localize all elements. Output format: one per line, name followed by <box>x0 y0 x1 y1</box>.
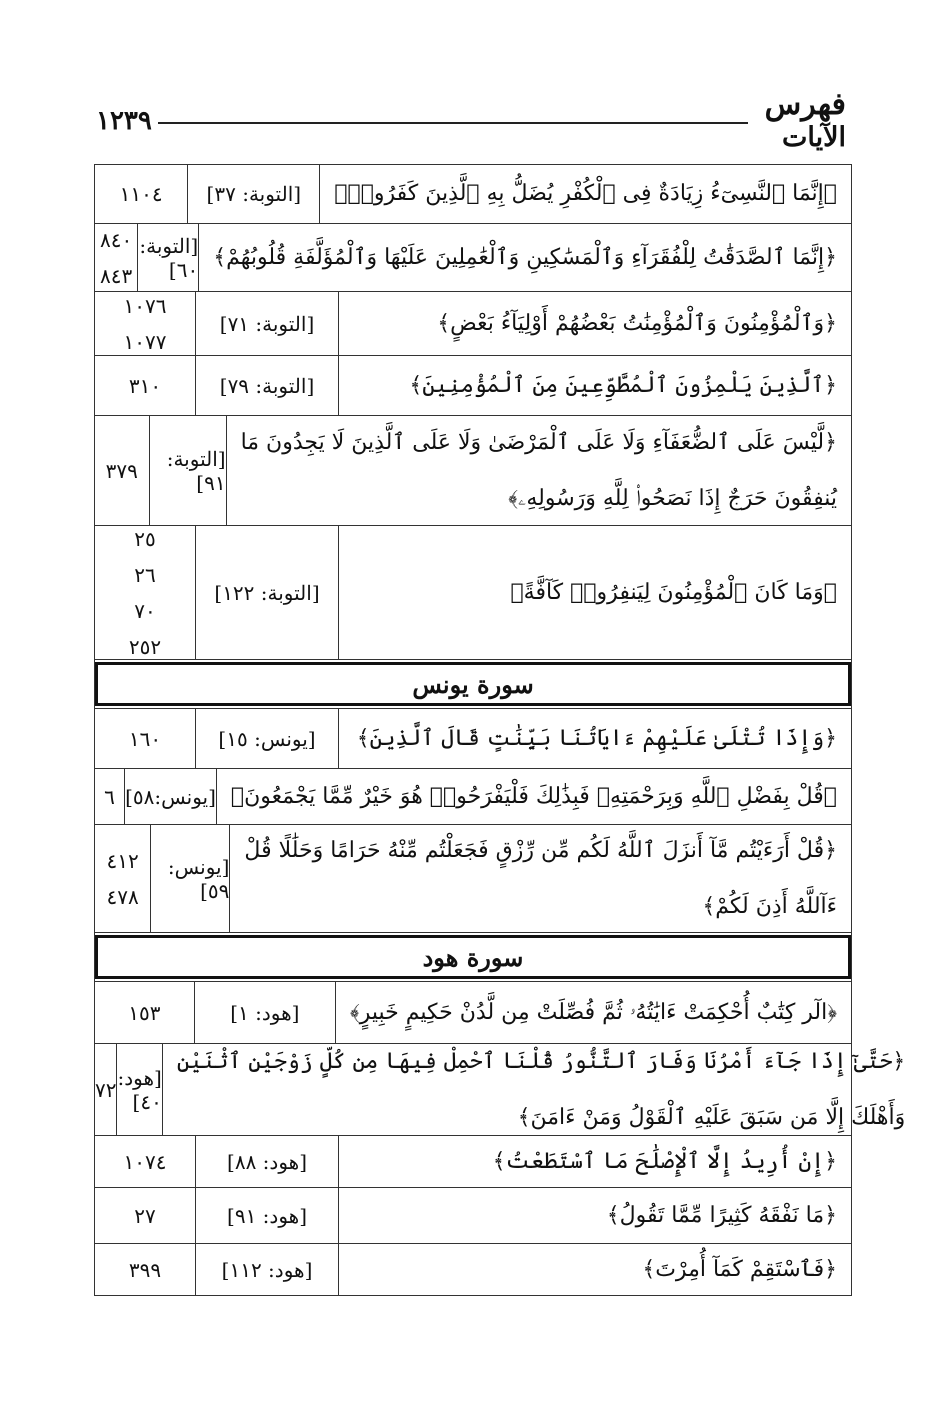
verse-reference: [هود: ١١٢] <box>196 1244 339 1295</box>
verse-line: يُنفِقُونَ حَرَجٌ إِذَا نَصَحُوا۟ لِلَّهِ وَرَسُولِهِۦ﴾ <box>508 485 837 511</box>
verse-text-cell <box>163 1044 919 1135</box>
surah-title: سورة يونس <box>95 662 851 706</box>
verse-row <box>95 291 851 355</box>
page-refs-cell <box>95 709 196 768</box>
page-ref: ٨٤٠ <box>100 227 133 252</box>
page-ref: ٣١٠ <box>128 373 162 398</box>
page-refs-cell <box>95 526 196 659</box>
verse-row <box>95 223 851 291</box>
page-ref: ٢٥ <box>134 526 156 551</box>
page-refs-cell <box>95 356 196 415</box>
verse-text-cell <box>339 526 851 659</box>
page-ref: ٧٢ <box>95 1077 117 1102</box>
index-subtitle: الآيات <box>781 122 846 153</box>
page-ref: ١٠٧٧ <box>123 329 167 354</box>
page-ref: ١٥٣ <box>128 1000 161 1025</box>
page-ref: ١٠٧٤ <box>123 1149 167 1174</box>
verse-row <box>95 768 851 824</box>
verse-reference: [يونس:٥٨] <box>125 769 217 824</box>
verse-line: ﴿وَمَا كَانَ ٱلْمُؤْمِنُونَ لِيَنفِرُوا۟ كَآفَّةً﴾ <box>510 579 837 605</box>
verse-reference: [يونس: ٥٩] <box>151 825 230 932</box>
verse-reference: [التوبة: ١٢٢] <box>196 526 339 659</box>
verse-reference: [يونس: ١٥] <box>196 709 339 768</box>
verse-line: ﴿مَا نَفْقَهُ كَثِيرًا مِّمَّا تَقُولُ﴾ <box>606 1202 837 1228</box>
page-ref: ٣٩٩ <box>128 1257 162 1282</box>
page-ref: ٤٧٨ <box>106 884 139 909</box>
surah-title: سورة هود <box>95 935 851 979</box>
page-ref: ٢٦ <box>134 562 156 587</box>
page-ref: ١٠٧٦ <box>123 293 167 318</box>
page-ref: ١١٠٤ <box>119 182 163 206</box>
verse-row <box>95 165 851 223</box>
verse-line: ﴿فَٱسْتَقِمْ كَمَآ أُمِرْتَ﴾ <box>642 1256 837 1282</box>
page-refs-cell <box>95 1044 117 1135</box>
verses-index-table <box>94 164 906 1296</box>
verse-line: ﴿وَٱلْمُؤْمِنُونَ وَٱلْمُؤْمِنَٰتُ بَعْضُهُمْ أَوْلِيَآءُ بَعْضٍ﴾ <box>437 310 837 336</box>
verse-text-cell <box>199 224 851 291</box>
verse-line: ﴿لَّيْسَ عَلَى ٱلضُّعَفَآءِ وَلَا عَلَى ٱلْمَرْضَىٰ وَلَا عَلَى ٱلَّذِينَ لَا يَجِدُونَ مَا <box>240 429 837 455</box>
page-refs-cell <box>95 1244 196 1295</box>
verse-line: ﴿قُلْ بِفَضْلِ ٱللَّهِ وَبِرَحْمَتِهِۦ فَبِذَٰلِكَ فَلْيَفْرَحُوا۟ هُوَ خَيْرٌ مِّمَّا يَجْمَعُونَ﴾ <box>230 783 837 809</box>
verse-line: ﴿وَإِذَا تُتْلَىٰ عَلَيْهِمْ ءَايَاتُنَا بَيِّنَٰتٍ قَالَ ٱلَّذِينَ﴾ <box>356 725 837 751</box>
verse-row <box>95 1043 906 1135</box>
page-number: ١٢٣٩ <box>96 106 152 136</box>
verse-text-cell <box>339 1136 851 1187</box>
page-refs-cell <box>95 825 151 932</box>
page-ref: ٢٧ <box>134 1203 156 1228</box>
page-refs-cell <box>95 1136 196 1187</box>
verse-text-cell <box>339 1244 851 1295</box>
page-ref: ٢٥٢ <box>128 634 162 659</box>
page-ref: ٤١٢ <box>106 848 139 873</box>
verse-line: ﴿ٱلَّذِينَ يَلْمِزُونَ ٱلْمُطَّوِّعِينَ مِنَ ٱلْمُؤْمِنِينَ﴾ <box>409 372 837 398</box>
page-ref: ٧٠ <box>134 598 156 623</box>
verse-reference: [التوبة: ٣٧] <box>188 165 320 223</box>
verse-text-cell <box>339 1188 851 1243</box>
verse-text-cell <box>339 292 851 355</box>
page-refs-cell <box>95 1188 196 1243</box>
page-ref: ٣٧٩ <box>105 458 138 483</box>
verse-row <box>95 415 851 525</box>
header-rule <box>158 122 748 124</box>
page-ref: ١٦٠ <box>128 726 162 751</box>
verse-text-cell <box>227 416 851 525</box>
page-refs-cell <box>95 224 138 291</box>
verse-line: وَأَهْلَكَ إِلَّا مَن سَبَقَ عَلَيْهِ ٱلْقَوْلُ وَمَنْ ءَامَنَ﴾ <box>517 1104 906 1130</box>
verse-row <box>95 1187 851 1243</box>
verse-line: ﴿حَتَّىٰٓ إِذَا جَآءَ أَمْرُنَا وَفَارَ ٱلتَّنُّورُ قُلْنَا ٱحْمِلْ فِيهَا مِن كُلٍّ زَوْجَيْنِ ٱثْنَيْنِ <box>176 1048 906 1074</box>
page-ref: ٦ <box>104 784 115 809</box>
verse-row <box>95 824 851 932</box>
verse-reference: [التوبة: ٩١] <box>150 416 227 525</box>
verse-line: ﴿قُلْ أَرَءَيْتُم مَّآ أَنزَلَ ٱللَّهُ لَكُم مِّن رِّزْقٍ فَجَعَلْتُم مِّنْهُ حَرَامًا وَحَلَٰلًا قُلْ <box>244 837 837 863</box>
verse-row <box>95 1135 851 1187</box>
verse-line: ﴿الٓر كِتَٰبٌ أُحْكِمَتْ ءَايَٰتُهُۥ ثُمَّ فُصِّلَتْ مِن لَّدُنْ حَكِيمٍ خَبِيرٍ﴾ <box>349 999 837 1025</box>
surah-heading <box>95 932 851 979</box>
page-refs-cell <box>95 769 125 824</box>
surah-heading <box>95 659 851 706</box>
verse-text-cell <box>230 825 851 932</box>
verse-reference: [التوبة: ٦٠] <box>138 224 199 291</box>
index-title: فهرس <box>764 87 846 122</box>
verse-line: ﴿إِنْ أُرِيدُ إِلَّا ٱلْإِصْلَٰحَ مَا ٱسْتَطَعْتُ﴾ <box>492 1148 837 1174</box>
page-refs-cell <box>95 416 150 525</box>
page-refs-cell <box>95 292 196 355</box>
verse-reference: [التوبة: ٧٩] <box>196 356 339 415</box>
page-refs-cell <box>95 165 188 223</box>
verse-reference: [التوبة: ٧١] <box>196 292 339 355</box>
verse-line: ءَآللَّهُ أَذِنَ لَكُمْ﴾ <box>702 893 837 919</box>
verse-text-cell <box>217 769 851 824</box>
verse-row <box>95 708 851 768</box>
verse-row <box>95 355 851 415</box>
verse-reference: [هود: ٤٠] <box>117 1044 162 1135</box>
verse-text-cell <box>339 709 851 768</box>
verse-row <box>95 1243 851 1295</box>
verse-row <box>95 525 851 659</box>
verse-line: ﴿إِنَّمَا ٱلنَّسِىٓءُ زِيَادَةٌ فِى ٱلْكُفْرِ يُضَلُّ بِهِ ٱلَّذِينَ كَفَرُوا۟﴾ <box>334 181 837 206</box>
verse-reference: [هود: ١] <box>195 982 336 1043</box>
verse-text-cell <box>320 165 851 223</box>
verse-reference: [هود: ٩١] <box>196 1188 339 1243</box>
page-ref: ٨٤٣ <box>100 263 133 288</box>
verse-line: ﴿إِنَّمَا ٱلصَّدَقَٰتُ لِلْفُقَرَآءِ وَٱلْمَسَٰكِينِ وَٱلْعَٰمِلِينَ عَلَيْهَا وَٱلْمُؤَلَّفَةِ قُلُوبُهُمْ﴾ <box>213 244 837 270</box>
verse-text-cell <box>339 356 851 415</box>
verse-reference: [هود: ٨٨] <box>196 1136 339 1187</box>
